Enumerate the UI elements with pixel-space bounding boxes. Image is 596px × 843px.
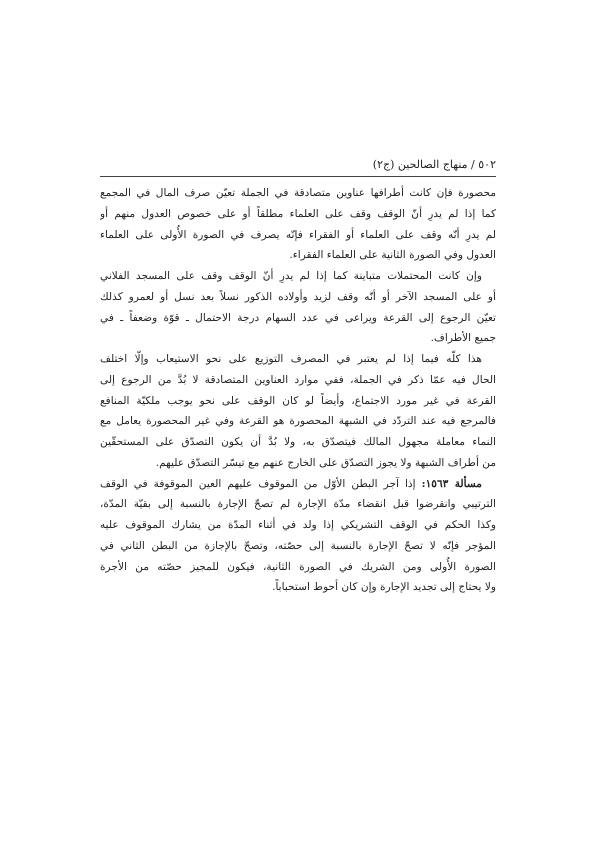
header-rule (100, 176, 496, 177)
text-line: العدول وفي الصورة الثانية على العلماء الفقراء. (289, 249, 496, 262)
text-line: المؤجر فإنّه لا تصحّ الإجارة بالنسبة إلى حصّته، وتصحّ بالإجازة من البطن الثاني في (100, 539, 496, 552)
text-line: الحال فيه عمّا ذكر في الجملة، ففي موارد العناوين المتصادقة لا بُدَّ من الرجوع إلى (100, 373, 496, 386)
page-body (100, 183, 496, 598)
text-line: ولا يحتاج إلى تجديد الإجارة وإن كان أحوط استحباباً. (272, 581, 496, 594)
text-line: النماء معاملة مجهول المالك فيتصدّق به، ولا بُدَّ أن يكون التصدّق على المستحقّين (100, 436, 496, 448)
text-line: القرعة في غير مورد الاجتماع، وأيضاً لو كان الوقف على نحو يوجب ملكيّة المنافع (100, 394, 496, 407)
issue-label: مسألة ١٥٦٣: (421, 477, 482, 490)
text-line: من أطراف الشبهة ولا يجوز التصدّق على الخارج عنهم مع تيسّر التصدّق عليهم. (155, 456, 496, 469)
text-line: وإن كانت المحتملات متباينة كما إذا لم يدرِ أنّ الوقف وقف على المسجد الفلاني (100, 270, 482, 282)
text-line: لم يدرِ أنّه وقف على العلماء أو الفقراء فإنّه يصرف في الصورة الأُولى على العلماء (100, 228, 496, 241)
text-line: محصورة فإن كانت أطرافها عناوين متصادقة في الجملة تعيّن صرف المال في المجمع (100, 187, 496, 199)
running-head: ٥٠٢ / منهاج الصالحين (ج٢) (372, 158, 496, 171)
text-line: هذا كلّه فيما إذا لم يعتبر في المصرف التوزيع على نحو الاستيعاب وإلّا اختلف (100, 353, 482, 365)
text-line: الصورة الأُولى ومن الشريك في الصورة الثانية، فيكون للمجيز حصّته من الأجرة (100, 560, 496, 573)
text-line: تعيّن الرجوع إلى القرعة ويراعى في عدد السهام درجة الاحتمال ـ قوّة وضعفاً ـ في (100, 311, 496, 324)
text-line: جميع الأطراف. (430, 332, 496, 345)
text-line: كما إذا لم يدرِ أنّ الوقف وقف على العلماء مطلقاً أو على خصوص العدول منهم أو (100, 207, 496, 220)
text-line: فالمرجع فيه عند التردّد في الشبهة المحصورة هو القرعة وفي غير المحصورة يعامل مع (100, 415, 496, 428)
issue-first-line (100, 474, 496, 495)
text-line: وكذا الحكم في الوقف التشريكي إذا ولد في أثناء المدّة من يشارك الموقوف عليه (100, 519, 496, 531)
text-line: الترتيبي وانقرضوا قبل انقضاء مدّة الإجارة لم تصحّ الإجارة بالنسبة إلى بقيّة المدّة، (100, 498, 496, 511)
text-line: أو على المسجد الآخر أو أنّه وقف لزيد وأولاده الذكور نسلاً بعد نسل أو لعمرو كذلك (100, 290, 496, 303)
issue-first-line-text: إذا آجر البطن الأوّل من الموقوف عليهم العين الموقوفة في الوقف (100, 477, 416, 490)
